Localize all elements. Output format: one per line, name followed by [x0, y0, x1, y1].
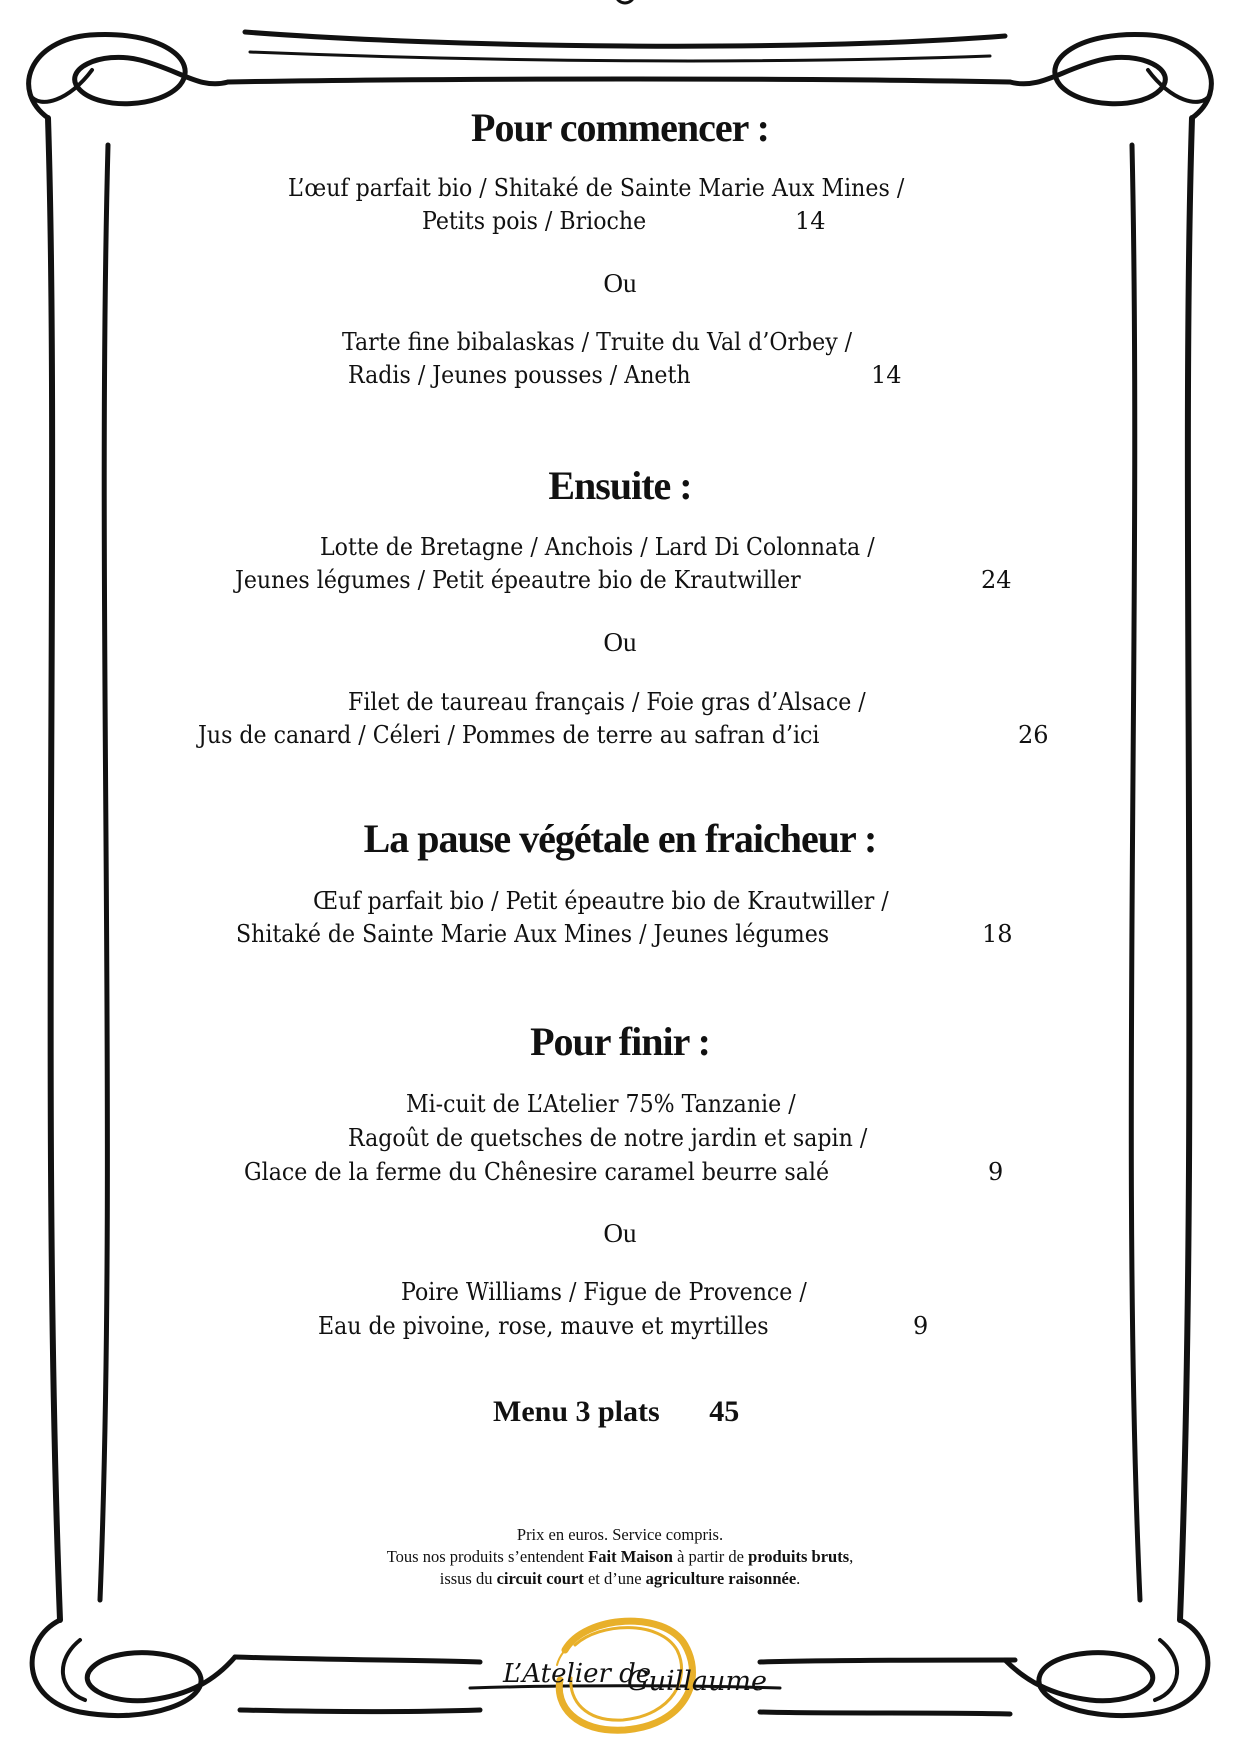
section-title-desserts: Pour finir :	[530, 1019, 710, 1064]
footer-line-3: issus du circuit court et d’une agriculture raisonnée.	[439, 1569, 801, 1588]
separator-or: Ou	[603, 1218, 637, 1248]
dish-line: Petits pois / Brioche	[422, 207, 647, 235]
footer-note	[0, 1524, 1240, 1590]
dish-line: Poire Williams / Figue de Provence /	[401, 1278, 807, 1306]
dish-line: L’œuf parfait bio / Shitaké de Sainte Marie Aux Mines /	[288, 174, 905, 202]
dish-line: Shitaké de Sainte Marie Aux Mines / Jeunes légumes	[236, 920, 830, 948]
footer-bold: agriculture raisonnée	[645, 1569, 797, 1588]
separator-or: Ou	[603, 268, 637, 298]
restaurant-logo	[495, 1610, 767, 1735]
menu-total-price: 45	[709, 1395, 740, 1428]
section-title-starters: Pour commencer :	[471, 105, 769, 150]
dish-line: Radis / Jeunes pousses / Aneth	[348, 361, 691, 389]
dish-price: 26	[1018, 721, 1049, 749]
dish-price: 9	[988, 1158, 1004, 1186]
dish-price: 18	[982, 920, 1013, 948]
footer-bold: circuit court	[496, 1569, 584, 1588]
dish-line: Œuf parfait bio / Petit épeautre bio de Krautwiller /	[313, 887, 889, 915]
dish-price: 14	[795, 207, 826, 235]
menu-total-label: Menu 3 plats	[493, 1395, 660, 1428]
section-title-vegetal: La pause végétale en fraicheur :	[363, 816, 877, 861]
menu-total	[493, 1395, 739, 1429]
dish-line: Filet de taureau français / Foie gras d’Alsace /	[348, 688, 866, 716]
dish-price: 9	[913, 1312, 929, 1340]
footer-line-2: Tous nos produits s’entendent Fait Maison à partir de produits bruts,	[386, 1547, 854, 1566]
dish-line: Jeunes légumes / Petit épeautre bio de Krautwiller	[235, 566, 801, 594]
dish-price: 14	[871, 361, 902, 389]
separator-or: Ou	[603, 627, 637, 657]
section-title-mains: Ensuite :	[548, 463, 692, 508]
dish-line: Jus de canard / Céleri / Pommes de terre au safran d’ici	[198, 721, 820, 749]
footer-bold: Fait Maison	[588, 1547, 673, 1566]
dish-line: Glace de la ferme du Chênesire caramel beurre salé	[244, 1158, 830, 1186]
dish-line: Eau de pivoine, rose, mauve et myrtilles	[318, 1312, 769, 1340]
logo-text-name: Guillaume	[627, 1666, 767, 1697]
dish-line: Mi-cuit de L’Atelier 75% Tanzanie /	[406, 1090, 796, 1118]
dish-line: Ragoût de quetsches de notre jardin et sapin /	[348, 1124, 868, 1152]
logo-text-atelier: L’Atelier de	[503, 1659, 652, 1689]
dish-line: Lotte de Bretagne / Anchois / Lard Di Colonnata /	[320, 533, 875, 561]
dish-line: Tarte fine bibalaskas / Truite du Val d’Orbey /	[342, 328, 853, 356]
footer-bold: produits bruts	[748, 1547, 850, 1566]
footer-line-1: Prix en euros. Service compris.	[516, 1525, 724, 1544]
dish-price: 24	[981, 566, 1012, 594]
